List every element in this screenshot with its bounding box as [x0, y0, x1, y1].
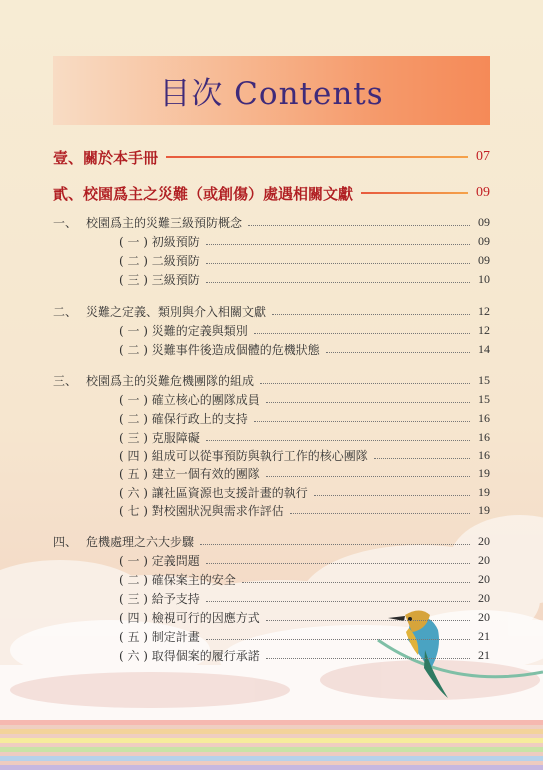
entry-page: 16 [478, 410, 490, 425]
entry-label: 災難之定義、類別與介入相關文獻 [86, 304, 267, 319]
dot-leader [200, 544, 470, 545]
dot-leader [266, 476, 470, 477]
entry-label: 校園爲主的災難三級預防概念 [86, 215, 243, 230]
rainbow-stripes [0, 720, 543, 768]
toc-subsection-row[interactable] [53, 483, 490, 501]
toc-subsection-row[interactable] [53, 551, 490, 569]
entry-label: ( 三 ) 三級預防 [119, 272, 200, 287]
toc-subsection-row[interactable] [53, 340, 490, 358]
dot-leader [206, 263, 470, 264]
entry-page: 15 [478, 372, 490, 387]
dot-leader [290, 513, 470, 514]
toc-subsection-row[interactable] [53, 446, 490, 464]
toc-subsection-row[interactable] [53, 409, 490, 427]
entry-label: ( 六 ) 取得個案的履行承諾 [119, 648, 260, 663]
entry-page: 20 [478, 590, 490, 605]
entry-label: ( 二 ) 二級預防 [119, 253, 200, 268]
toc-section-row[interactable] [53, 532, 490, 550]
entry-page: 16 [478, 429, 490, 444]
dot-leader [206, 601, 470, 602]
entry-page: 20 [478, 571, 490, 586]
dot-leader [206, 639, 470, 640]
dot-leader [374, 458, 470, 459]
toc-section-row[interactable] [53, 302, 490, 320]
entry-page: 12 [478, 322, 490, 337]
entry-label: ( 五 ) 制定計畫 [119, 629, 200, 644]
toc-subsection-row[interactable] [53, 270, 490, 288]
entry-label: 危機處理之六大步驟 [86, 534, 195, 549]
dot-leader [206, 563, 470, 564]
dot-leader [206, 440, 470, 441]
section-number: 三、 [53, 373, 78, 388]
toc-subsection-row[interactable] [53, 321, 490, 339]
toc-subsection-row[interactable] [53, 251, 490, 269]
entry-page: 21 [478, 647, 490, 662]
entry-page: 12 [478, 303, 490, 318]
entry-label: ( 七 ) 對校園狀況與需求作評估 [119, 503, 284, 518]
entry-page: 19 [478, 484, 490, 499]
dot-leader [266, 620, 470, 621]
entry-label: ( 四 ) 檢視可行的因應方式 [119, 610, 260, 625]
entry-page: 20 [478, 552, 490, 567]
toc-subsection-row[interactable] [53, 464, 490, 482]
toc-subsection-row[interactable] [53, 501, 490, 519]
toc-chapter-1[interactable] [53, 147, 490, 167]
chapter-label: 壹、關於本手冊 [53, 148, 159, 167]
chapter-leader [361, 192, 468, 194]
entry-label: ( 一 ) 定義問題 [119, 553, 200, 568]
chapter-page: 07 [476, 149, 490, 164]
dot-leader [206, 244, 470, 245]
entry-label: ( 六 ) 讓社區資源也支援計畫的執行 [119, 485, 308, 500]
dot-leader [314, 495, 470, 496]
chapter-page: 09 [476, 185, 490, 200]
toc-subsection-row[interactable] [53, 646, 490, 664]
toc-subsection-row[interactable] [53, 390, 490, 408]
entry-page: 09 [478, 214, 490, 229]
chapter-leader [166, 156, 468, 158]
entry-label: ( 一 ) 災難的定義與類別 [119, 323, 248, 338]
toc-subsection-row[interactable] [53, 428, 490, 446]
entry-label: ( 二 ) 確保行政上的支持 [119, 411, 248, 426]
entry-page: 09 [478, 233, 490, 248]
entry-page: 20 [478, 533, 490, 548]
entry-page: 14 [478, 341, 490, 356]
toc-subsection-row[interactable] [53, 570, 490, 588]
dot-leader [206, 282, 470, 283]
dot-leader [242, 582, 470, 583]
entry-label: ( 五 ) 建立一個有效的團隊 [119, 466, 260, 481]
entry-page: 16 [478, 447, 490, 462]
entry-label: ( 三 ) 給予支持 [119, 591, 200, 606]
entry-page: 15 [478, 391, 490, 406]
toc-section-row[interactable] [53, 213, 490, 231]
section-number: 一、 [53, 215, 78, 230]
entry-label: ( 一 ) 確立核心的團隊成員 [119, 392, 260, 407]
section-number: 二、 [53, 304, 78, 319]
entry-label: ( 一 ) 初級預防 [119, 234, 200, 249]
dot-leader [260, 383, 470, 384]
chapter-label: 貳、校園爲主之災難（或創傷）處遇相關文獻 [53, 184, 354, 203]
entry-label: ( 二 ) 確保案主的安全 [119, 572, 236, 587]
toc-chapter-2[interactable] [53, 183, 490, 203]
entry-page: 09 [478, 252, 490, 267]
toc-subsection-row[interactable] [53, 608, 490, 626]
toc-section-row[interactable] [53, 371, 490, 389]
dot-leader [248, 225, 470, 226]
section-number: 四、 [53, 534, 78, 549]
entry-label: ( 四 ) 組成可以從事預防與執行工作的核心團隊 [119, 448, 368, 463]
dot-leader [266, 658, 470, 659]
entry-label: ( 二 ) 災難事件後造成個體的危機狀態 [119, 342, 320, 357]
entry-page: 20 [478, 609, 490, 624]
entry-label: 校園爲主的災難危機團隊的組成 [86, 373, 255, 388]
toc-subsection-row[interactable] [53, 589, 490, 607]
page-title: 目次 Contents [159, 76, 384, 112]
dot-leader [254, 333, 470, 334]
dot-leader [272, 314, 470, 315]
dot-leader [254, 421, 470, 422]
entry-page: 21 [478, 628, 490, 643]
contents-title-banner [53, 56, 490, 125]
entry-page: 19 [478, 502, 490, 517]
entry-page: 10 [478, 271, 490, 286]
dot-leader [266, 402, 470, 403]
dot-leader [326, 352, 470, 353]
toc-subsection-row[interactable] [53, 627, 490, 645]
entry-label: ( 三 ) 克服障礙 [119, 430, 200, 445]
toc-subsection-row[interactable] [53, 232, 490, 250]
entry-page: 19 [478, 465, 490, 480]
